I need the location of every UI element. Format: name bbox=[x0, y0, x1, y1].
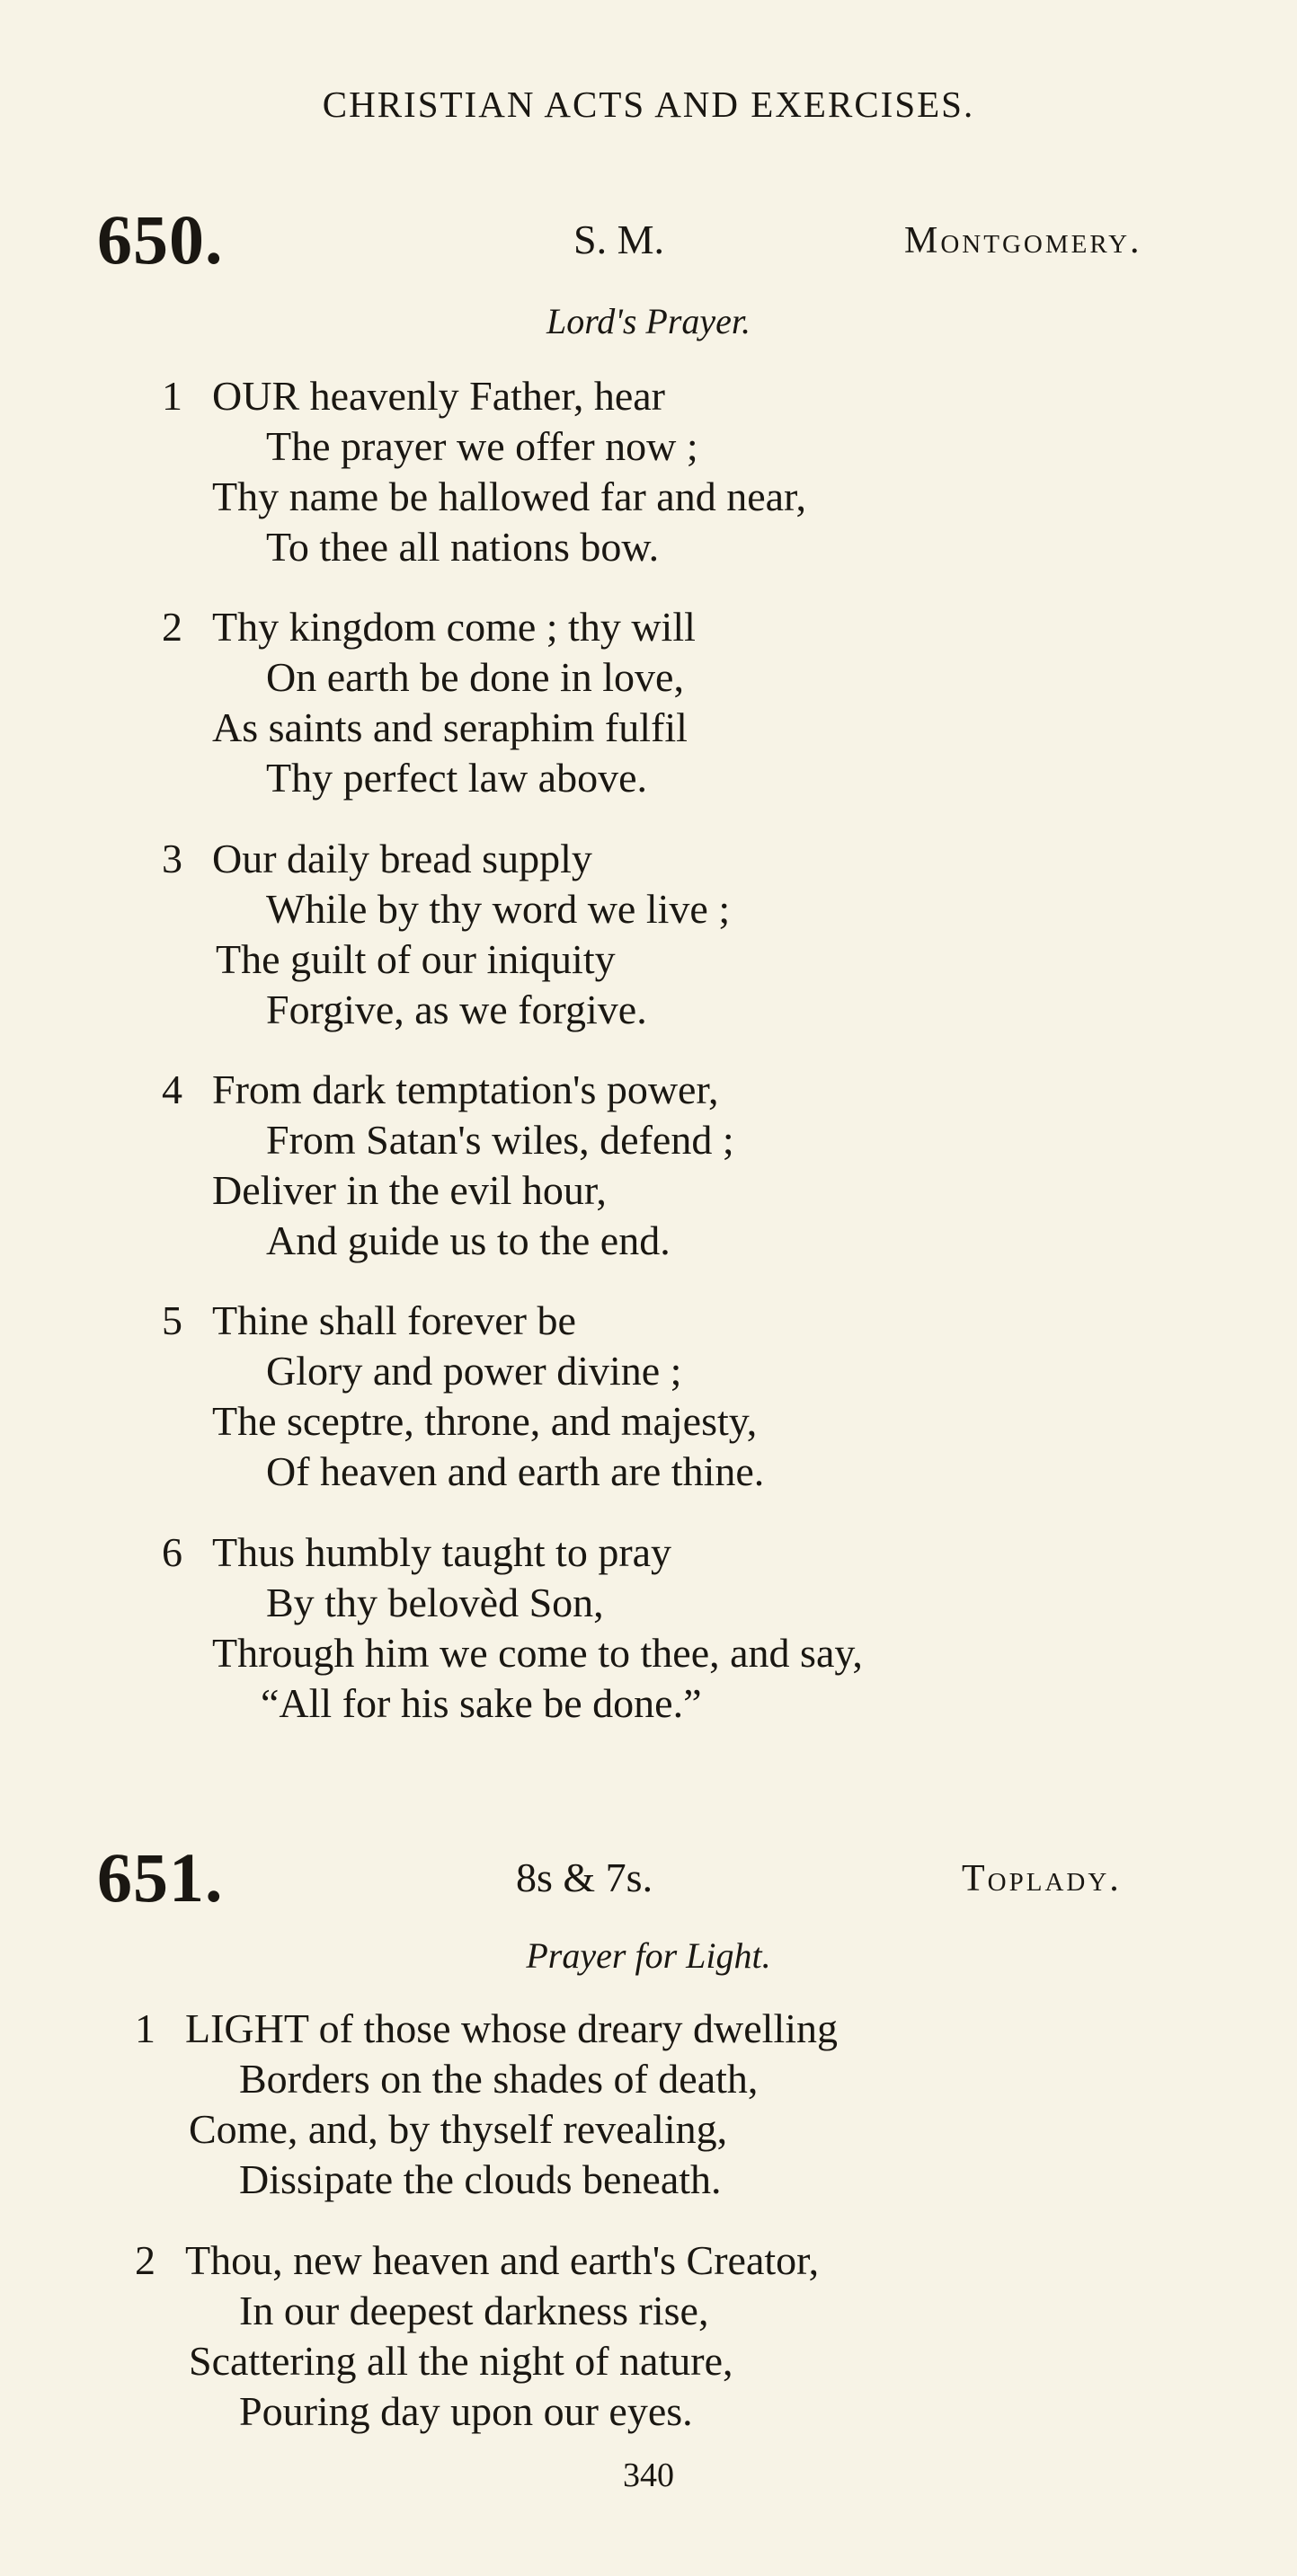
verse-line: From dark temptation's power, bbox=[212, 1067, 719, 1112]
verse-line: Thus humbly taught to pray bbox=[212, 1529, 672, 1575]
stanza-number: 1 bbox=[162, 373, 182, 419]
verse-line: Through him we come to thee, and say, bbox=[212, 1630, 863, 1676]
verse-line: To thee all nations bow. bbox=[266, 524, 660, 570]
stanza-number: 2 bbox=[162, 604, 182, 650]
verse-line: “All for his sake be done.” bbox=[261, 1680, 702, 1726]
verse-line: Scattering all the night of nature, bbox=[189, 2338, 733, 2384]
hymn-number: 650. bbox=[97, 200, 224, 279]
verse-line: In our deepest darkness rise, bbox=[239, 2288, 709, 2333]
hymn-meter: S. M. bbox=[573, 217, 664, 262]
stanza-number: 2 bbox=[135, 2237, 155, 2283]
verse-line: Our daily bread supply bbox=[212, 836, 592, 881]
hymn-author: Toplady. bbox=[962, 1858, 1122, 1899]
hymn-number: 651. bbox=[97, 1838, 224, 1917]
hymn-meter: 8s & 7s. bbox=[516, 1855, 653, 1900]
stanza-number: 4 bbox=[162, 1067, 182, 1112]
stanza-number: 6 bbox=[162, 1529, 182, 1575]
verse-line: Thine shall forever be bbox=[212, 1297, 576, 1343]
verse-line: Thy kingdom come ; thy will bbox=[212, 604, 696, 650]
verse-line: Deliver in the evil hour, bbox=[212, 1167, 607, 1213]
verse-line: The sceptre, throne, and majesty, bbox=[212, 1398, 758, 1444]
verse-line: On earth be done in love, bbox=[266, 654, 684, 700]
hymn-title: Prayer for Light. bbox=[526, 1935, 771, 1976]
verse-line: Dissipate the clouds beneath. bbox=[239, 2156, 722, 2202]
verse-line: The prayer we offer now ; bbox=[266, 423, 698, 469]
verse-line: The guilt of our iniquity bbox=[216, 936, 616, 982]
hymn-header bbox=[0, 199, 1297, 279]
running-head: CHRISTIAN ACTS AND EXERCISES. bbox=[322, 84, 975, 125]
verse-line: OUR heavenly Father, hear bbox=[212, 373, 665, 419]
verse-line: Glory and power divine ; bbox=[266, 1348, 682, 1394]
verse-line: Pouring day upon our eyes. bbox=[239, 2388, 693, 2434]
verse-line: Of heaven and earth are thine. bbox=[266, 1448, 765, 1494]
verse-line: Thou, new heaven and earth's Creator, bbox=[185, 2237, 820, 2283]
verse-line: LIGHT of those whose dreary dwelling bbox=[185, 2005, 839, 2051]
stanza-number: 3 bbox=[162, 836, 182, 881]
verse-line: And guide us to the end. bbox=[266, 1217, 671, 1263]
hymn-header bbox=[0, 1837, 1297, 1917]
stanza-number: 5 bbox=[162, 1297, 182, 1343]
verse-line: Thy perfect law above. bbox=[266, 755, 648, 801]
page-number: 340 bbox=[623, 2456, 674, 2494]
hymn-title: Lord's Prayer. bbox=[546, 301, 751, 341]
verse-line: While by thy word we live ; bbox=[266, 886, 731, 932]
verse-line: Forgive, as we forgive. bbox=[266, 987, 647, 1032]
verse-line: As saints and seraphim fulfil bbox=[212, 704, 688, 750]
stanza-number: 1 bbox=[135, 2005, 155, 2051]
hymn-author: Montgomery. bbox=[904, 220, 1142, 261]
verse-line: Come, and, by thyself revealing, bbox=[189, 2106, 728, 2152]
verse-line: Thy name be hallowed far and near, bbox=[212, 474, 807, 519]
verse-line: Borders on the shades of death, bbox=[239, 2056, 759, 2102]
verse-line: By thy belovèd Son, bbox=[266, 1580, 604, 1625]
verse-line: From Satan's wiles, defend ; bbox=[266, 1117, 734, 1163]
